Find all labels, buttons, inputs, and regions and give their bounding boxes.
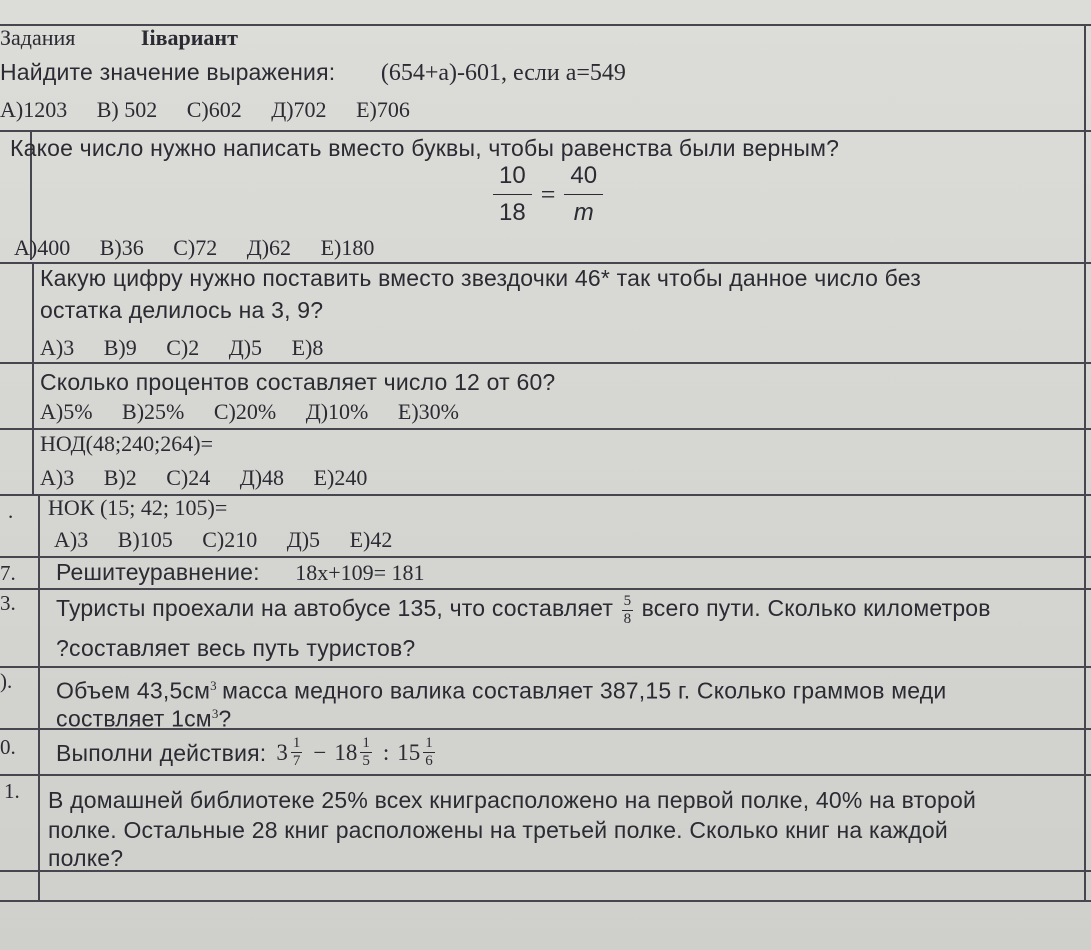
answer-option: C)2 — [166, 335, 200, 360]
question-7 — [56, 558, 1071, 587]
question-8-text-start: Туристы проехали на автобусе 135, что составляет — [56, 595, 614, 621]
question-3-answers — [40, 334, 1071, 362]
table-line — [0, 362, 1091, 364]
answer-option: A)400 — [14, 235, 71, 260]
question-4-text: Сколько процентов составляет число 12 от 60? — [40, 369, 556, 395]
table-line — [0, 666, 1091, 668]
fraction-denominator: 5 — [362, 753, 370, 769]
answer-option: E)8 — [291, 335, 324, 360]
mixed-number — [276, 736, 305, 769]
fraction-denominator: 7 — [292, 753, 301, 769]
question-5 — [40, 430, 1071, 458]
fraction-denominator: 6 — [425, 753, 433, 769]
mixed-number — [334, 736, 375, 769]
answer-option: E)240 — [313, 465, 368, 490]
fraction-numerator: 5 — [623, 593, 632, 610]
table-line — [0, 900, 1091, 902]
question-3-line-1: Какую цифру нужно поставить вместо звездочки 46* так чтобы данное число без — [40, 265, 921, 291]
fraction — [564, 164, 603, 225]
fraction-numerator: 1 — [362, 735, 370, 751]
fraction-numerator: 1 — [292, 735, 301, 751]
question-1-expression: (654+a)-601, если a=549 — [380, 60, 626, 86]
answer-option: B)36 — [99, 235, 144, 260]
answer-option: A)3 — [40, 465, 75, 490]
question-2 — [10, 134, 1071, 163]
table-line — [0, 774, 1091, 776]
fraction — [493, 164, 532, 225]
superscript: 3 — [210, 678, 217, 693]
equals-sign: = — [540, 179, 556, 209]
answer-option: Д)702 — [271, 97, 327, 122]
question-4 — [40, 368, 1071, 397]
answer-option: E)42 — [349, 527, 393, 552]
question-9-text-end: масса медного валика составляет 387,15 г. Сколько граммов меди — [222, 677, 947, 704]
answer-option: Д)5 — [286, 527, 321, 552]
question-4-answers — [40, 398, 1071, 426]
question-9-number: ). — [0, 669, 13, 693]
fraction-denominator: 8 — [623, 611, 632, 628]
question-6-number: . — [8, 499, 14, 523]
answer-option: B) 502 — [96, 97, 158, 122]
question-8-text-end: всего пути. Сколько километров — [641, 595, 991, 621]
fraction-denominator: 18 — [499, 199, 526, 226]
answer-option: E)180 — [320, 235, 375, 260]
question-11-line-2: полке. Остальные 28 книг расположены на третьей полке. Сколько книг на каждой — [48, 817, 948, 843]
question-5-answers — [40, 464, 1071, 492]
question-11 — [48, 786, 1071, 872]
fraction — [360, 736, 372, 769]
question-7-equation: 18x+109= 181 — [295, 560, 425, 585]
question-2-answers — [14, 234, 1071, 262]
question-1 — [0, 58, 1071, 87]
question-9-line-2-start: соствляет 1см — [56, 705, 212, 732]
answer-option: A)5% — [40, 399, 93, 424]
question-10-text: Выполни действия: — [56, 739, 267, 766]
answer-option: B)105 — [117, 527, 173, 552]
question-9-text-start: Объем 43,5см — [56, 677, 211, 704]
question-2-proportion — [490, 164, 606, 225]
question-3 — [40, 264, 1071, 324]
fraction — [423, 736, 435, 769]
answer-option: A)1203 — [0, 97, 68, 122]
whole-part: 3 — [276, 739, 288, 765]
question-8 — [56, 594, 1071, 627]
question-9-line-2 — [56, 700, 1071, 733]
question-11-line-3: полке? — [48, 845, 124, 871]
whole-part: 15 — [397, 739, 421, 765]
answer-option: E)30% — [397, 399, 459, 424]
table-line — [0, 130, 1091, 132]
question-8-text-line-2: ?составляет весь путь туристов? — [56, 635, 416, 661]
question-5-text: НОД(48;240;264)= — [40, 431, 213, 456]
answer-option: A)3 — [40, 335, 75, 360]
question-6-answers — [54, 526, 1071, 554]
answer-option: B)9 — [103, 335, 137, 360]
question-8-number: 3. — [0, 591, 16, 615]
answer-option: B)2 — [103, 465, 137, 490]
superscript: 3 — [211, 706, 219, 721]
question-7-number: 7. — [0, 561, 16, 585]
answer-option: Д)10% — [305, 399, 369, 424]
fraction — [622, 594, 634, 627]
question-7-text: Решитеуравнение: — [56, 559, 260, 585]
question-6 — [48, 494, 1071, 522]
mixed-number — [397, 736, 438, 769]
header-tasks: Задания — [0, 25, 76, 50]
header-row — [0, 24, 1071, 52]
answer-option: B)25% — [122, 399, 185, 424]
answer-option: C)20% — [213, 399, 277, 424]
answer-option: C)72 — [173, 235, 218, 260]
question-9-line-2-end: ? — [218, 705, 232, 732]
answer-option: Д)62 — [246, 235, 292, 260]
question-3-line-2: остатка делилось на 3, 9? — [40, 297, 324, 323]
answer-option: A)3 — [54, 527, 89, 552]
divide-sign: : — [382, 739, 390, 765]
question-8-line-2 — [56, 634, 1071, 663]
whole-part: 18 — [334, 739, 358, 765]
answer-option: C)210 — [202, 527, 258, 552]
question-10-number: 0. — [0, 735, 16, 759]
question-1-text: Найдите значение выражения: — [0, 59, 336, 85]
answer-option: Д)5 — [228, 335, 263, 360]
question-2-text: Какое число нужно написать вместо буквы, чтобы равенства были верным? — [10, 135, 840, 161]
answer-option: Д)48 — [239, 465, 285, 490]
header-variant: Іівариант — [140, 25, 238, 50]
table-line — [0, 588, 1091, 590]
question-6-text: НОК (15; 42; 105)= — [48, 495, 228, 520]
answer-option: E)706 — [356, 97, 410, 122]
answer-option: C)602 — [186, 97, 242, 122]
fraction-numerator: 1 — [425, 735, 433, 751]
fraction-denominator: m — [573, 199, 594, 226]
question-10 — [56, 736, 1071, 769]
fraction-numerator: 10 — [493, 164, 532, 195]
question-1-answers — [0, 96, 1071, 124]
question-11-line-1: В домашней библиотеке 25% всех книграсположено на первой полке, 40% на второй — [48, 787, 977, 813]
table-column-line — [1084, 24, 1086, 900]
minus-sign: − — [313, 739, 327, 765]
answer-option: C)24 — [166, 465, 211, 490]
fraction-numerator: 40 — [564, 164, 603, 195]
fraction — [291, 736, 303, 769]
table-column-line — [32, 262, 34, 494]
table-column-line — [38, 494, 40, 900]
question-11-number: 1. — [4, 779, 20, 803]
